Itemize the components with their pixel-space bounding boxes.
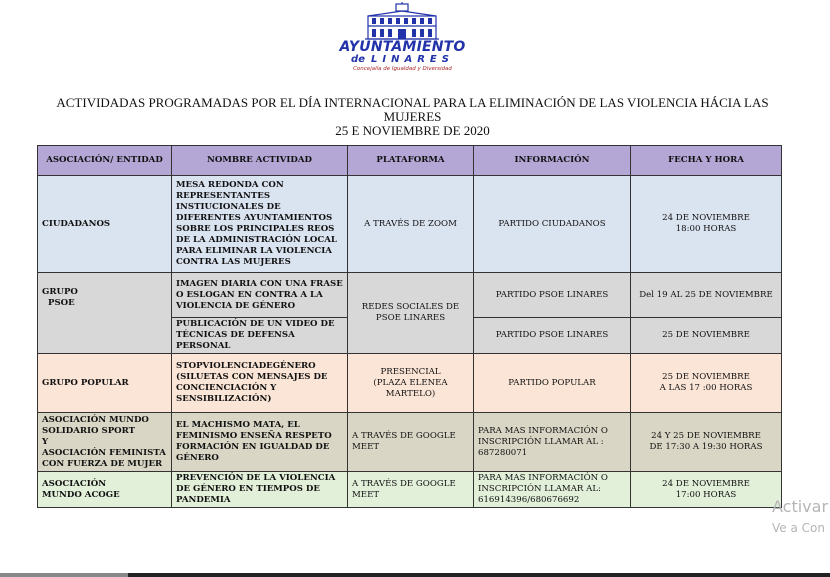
logo-tagline: Concejalía de Igualdad y Diversidad <box>353 66 452 72</box>
cell-activity: MESA REDONDA CON REPRESENTANTES INSTIUCIONALES DE DIFERENTES AYUNTAMIENTOS SOBRE LOS PRINCIPALES REOS DE LA ADMINISTRACIÓN LOCAL PARA ELIMINAR LA VIOLENCIA CONTRA LAS MUJERES <box>172 176 348 273</box>
logo-de: de <box>351 54 365 65</box>
entity-line: ASOCIACIÓN MUNDO SOLIDARIO SPORT <box>42 414 149 436</box>
cell-platform <box>348 354 474 413</box>
cell-info: PARTIDO CIUDADANOS <box>474 176 631 273</box>
header-platform: PLATAFORMA <box>348 146 474 176</box>
activation-watermark-title: Activar <box>772 497 829 516</box>
cell-info: PARTIDO PSOE LINARES <box>474 273 631 318</box>
entity-line: GRUPO <box>42 287 78 297</box>
ayuntamiento-logo <box>335 2 470 78</box>
logo-title: AYUNTAMIENTO <box>339 39 466 55</box>
date-line: 24 Y 25 DE NOVIEMBRE <box>651 431 761 441</box>
taskbar-strip <box>128 573 830 577</box>
cell-activity: PREVENCIÓN DE LA VIOLENCIA DE GÉNERO EN TIEMPOS DE PANDEMIA <box>172 472 348 508</box>
platform-line: (PLAZA ELENEA MARTELO) <box>373 377 448 399</box>
town-hall-icon <box>363 2 441 42</box>
header-entity: ASOCIACIÓN/ ENTIDAD <box>38 146 172 176</box>
cell-date: 25 DE NOVIEMBRE <box>631 318 782 354</box>
entity-line: MUNDO ACOGE <box>42 489 120 500</box>
cell-entity: GRUPO POPULAR <box>38 354 172 413</box>
table-row <box>38 413 782 472</box>
cell-activity: IMAGEN DIARIA CON UNA FRASE O ESLOGAN EN CONTRA A LA VIOLENCIA DE GÉNERO <box>172 273 348 318</box>
table-header-row <box>38 146 782 176</box>
document-heading <box>40 96 785 138</box>
time-line: DE 17:30 A 19:30 HORAS <box>649 442 763 452</box>
cell-date <box>631 354 782 413</box>
activation-watermark-subtitle: Ve a Con <box>772 521 825 535</box>
cell-activity: EL MACHISMO MATA, EL FEMINISMO ENSEÑA RESPETO FORMACIÓN EN IGUALDAD DE GÉNERO <box>172 413 348 472</box>
cell-entity <box>38 472 172 508</box>
cell-platform: A TRAVÉS DE ZOOM <box>348 176 474 273</box>
activities-table <box>37 145 782 508</box>
cell-activity: PUBLICACIÓN DE UN VIDEO DE TÉCNICAS DE DEFENSA PERSONAL <box>172 318 348 354</box>
cell-entity: CIUDADANOS <box>38 176 172 273</box>
logo-subtitle <box>335 54 470 65</box>
cell-info: PARA MAS INFORMACIÓN O INSCRIPCIÓN LLAMAR AL : 687280071 <box>474 413 631 472</box>
date-line: 24 DE NOVIEMBRE <box>662 213 750 223</box>
table-row <box>38 354 782 413</box>
header-activity: NOMBRE ACTIVIDAD <box>172 146 348 176</box>
heading-line-3: 25 E NOVIEMBRE DE 2020 <box>335 123 490 138</box>
entity-line: Y <box>42 436 49 447</box>
header-info: INFORMACIÓN <box>474 146 631 176</box>
entity-line: ASOCIACIÓN <box>42 478 107 489</box>
cell-date <box>631 413 782 472</box>
table-row <box>38 176 782 273</box>
cell-info: PARTIDO POPULAR <box>474 354 631 413</box>
cell-platform: REDES SOCIALES DE PSOE LINARES <box>348 273 474 354</box>
cell-info: PARTIDO PSOE LINARES <box>474 318 631 354</box>
heading-line-1: ACTIVIDADAS PROGRAMADAS POR EL DÍA INTERNACIONAL PARA LA ELIMINACIÓN DE LAS VIOLENCIA HÁCIA LAS <box>56 95 769 110</box>
cell-platform: A TRAVÉS DE GOOGLE MEET <box>348 413 474 472</box>
time-line: A LAS 17 :00 HORAS <box>659 383 753 393</box>
entity-line: PSOE <box>48 298 75 308</box>
cell-entity <box>38 413 172 472</box>
cell-info: PARA MAS INFORMACIÓN O INSCRIPCIÓN LLAMAR AL: 616914396/680676692 <box>474 472 631 508</box>
heading-line-2: MUJERES <box>383 109 442 124</box>
cell-date: Del 19 AL 25 DE NOVIEMBRE <box>631 273 782 318</box>
cell-activity: STOPVIOLENCIADEGÉNERO (SILUETAS CON MENSAJES DE CONCIENCIACIÓN Y SENSIBILIZACIÓN) <box>172 354 348 413</box>
table-row <box>38 472 782 508</box>
time-line: 18:00 HORAS <box>675 224 737 234</box>
cell-platform: A TRAVÉS DE GOOGLE MEET <box>348 472 474 508</box>
platform-line: PRESENCIAL <box>380 366 441 377</box>
header-date: FECHA Y HORA <box>631 146 782 176</box>
date-line: 25 DE NOVIEMBRE <box>662 372 750 382</box>
cell-entity <box>38 273 172 354</box>
cell-date <box>631 176 782 273</box>
date-line: 24 DE NOVIEMBRE <box>662 478 750 489</box>
cell-date <box>631 472 782 508</box>
table-row <box>38 273 782 318</box>
logo-city: LINARES <box>371 54 454 65</box>
entity-line: ASOCIACIÓN FEMINISTA CON FUERZA DE MUJER <box>42 447 166 469</box>
time-line: 17:00 HORAS <box>675 489 737 500</box>
